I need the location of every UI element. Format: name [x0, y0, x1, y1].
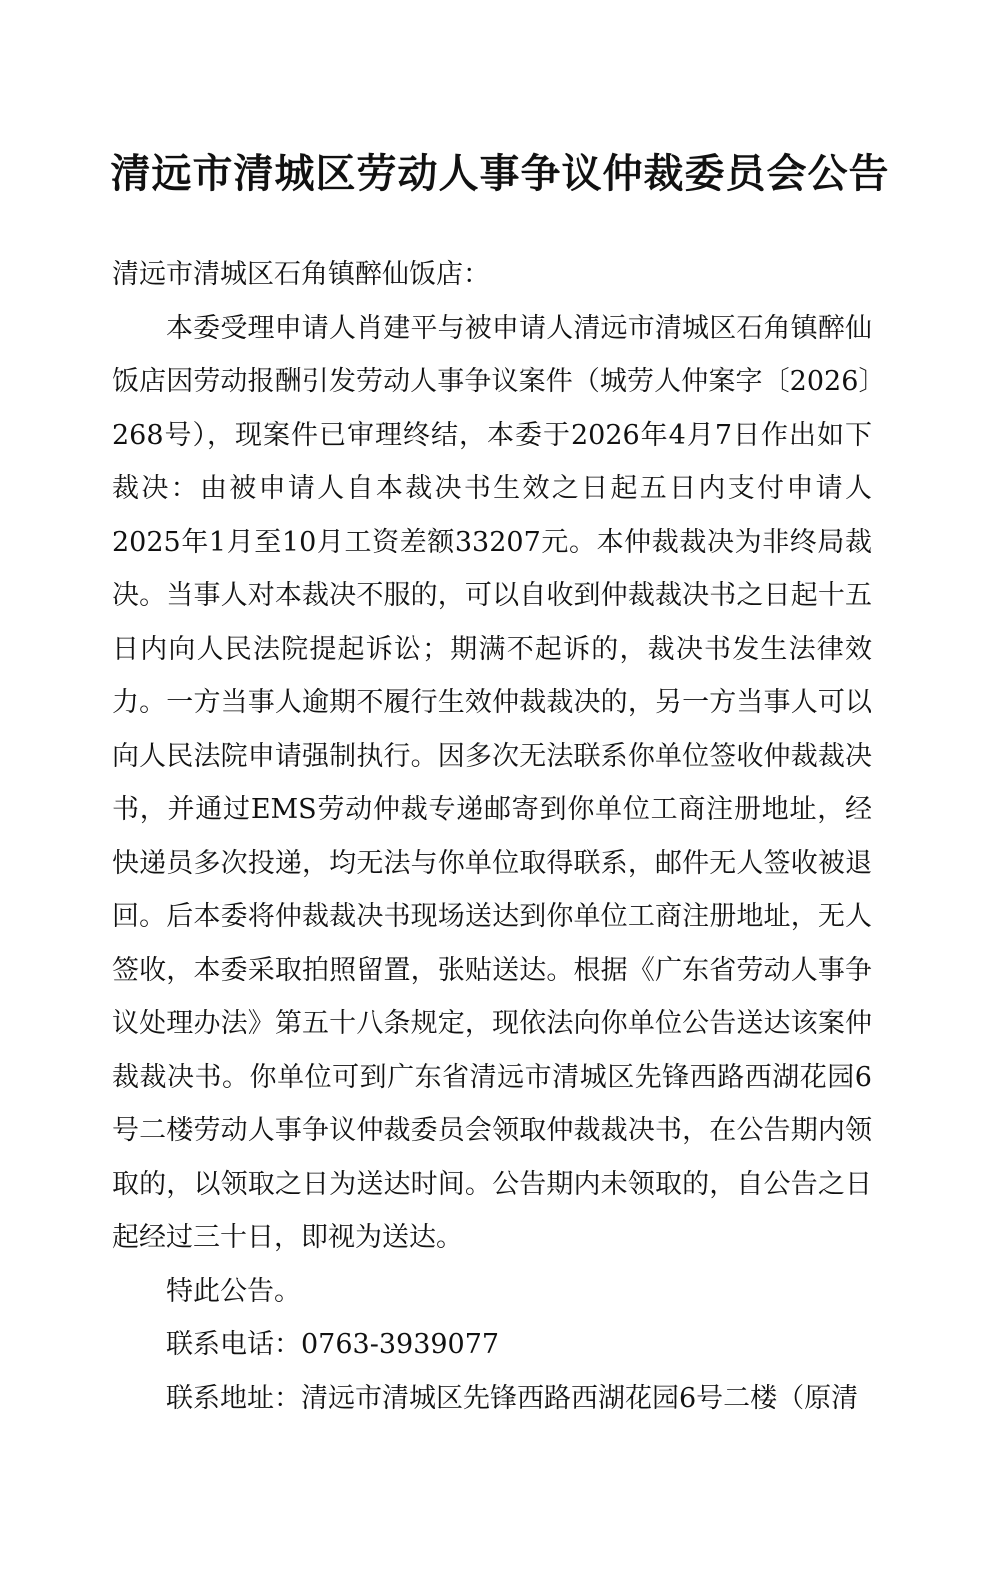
addressee: 清远市清城区石角镇醉仙饭店： — [112, 259, 490, 290]
notice-title: 清远市清城区劳动人事争议仲裁委员会公告 — [110, 151, 890, 197]
notice-body — [112, 248, 872, 1425]
closing-line: 特此公告。 — [166, 1275, 301, 1307]
contact-phone-label: 联系电话： — [166, 1329, 301, 1360]
contact-address-line — [112, 1372, 872, 1426]
contact-phone-value: 0763-3939077 — [301, 1329, 500, 1360]
contact-address-label: 联系地址： — [166, 1382, 301, 1414]
contact-phone-line — [112, 1318, 872, 1372]
main-paragraph: 本委受理申请人肖建平与被申请人清远市清城区石角镇醉仙饭店因劳动报酬引发劳动人事争议案件（城劳人仲案字〔2026〕268号），现案件已审理终结，本委于2026年4月7日作出如下裁决：由被申请人自本裁决书生效之日起五日内支付申请人2025年1月至10月工资差额33207元。本仲裁裁决为非终局裁决。当事人对本裁决不服的，可以自收到仲裁裁决书之日起十五日内向人民法院提起诉讼；期满不起诉的，裁决书发生法律效力。一方当事人逾期不履行生效仲裁裁决的，另一方当事人可以向人民法院申请强制执行。因多次无法联系你单位签收仲裁裁决书，并通过EMS劳动仲裁专递邮寄到你单位工商注册地址，经快递员多次投递，均无法与你单位取得联系，邮件无人签收被退回。后本委将仲裁裁决书现场送达到你单位工商注册地址，无人签收，本委采取拍照留置，张贴送达。根据《广东省劳动人事争议处理办法》第五十八条规定，现依法向你单位公告送达该案仲裁裁决书。你单位可到广东省清远市清城区先锋西路西湖花园6号二楼劳动人事争议仲裁委员会领取仲裁裁决书，在公告期内领取的，以领取之日为送达时间。公告期内未领取的，自公告之日起经过三十日，即视为送达。 — [112, 312, 872, 1253]
contact-address-value: 清远市清城区先锋西路西湖花园6号二楼（原清 — [301, 1382, 859, 1414]
